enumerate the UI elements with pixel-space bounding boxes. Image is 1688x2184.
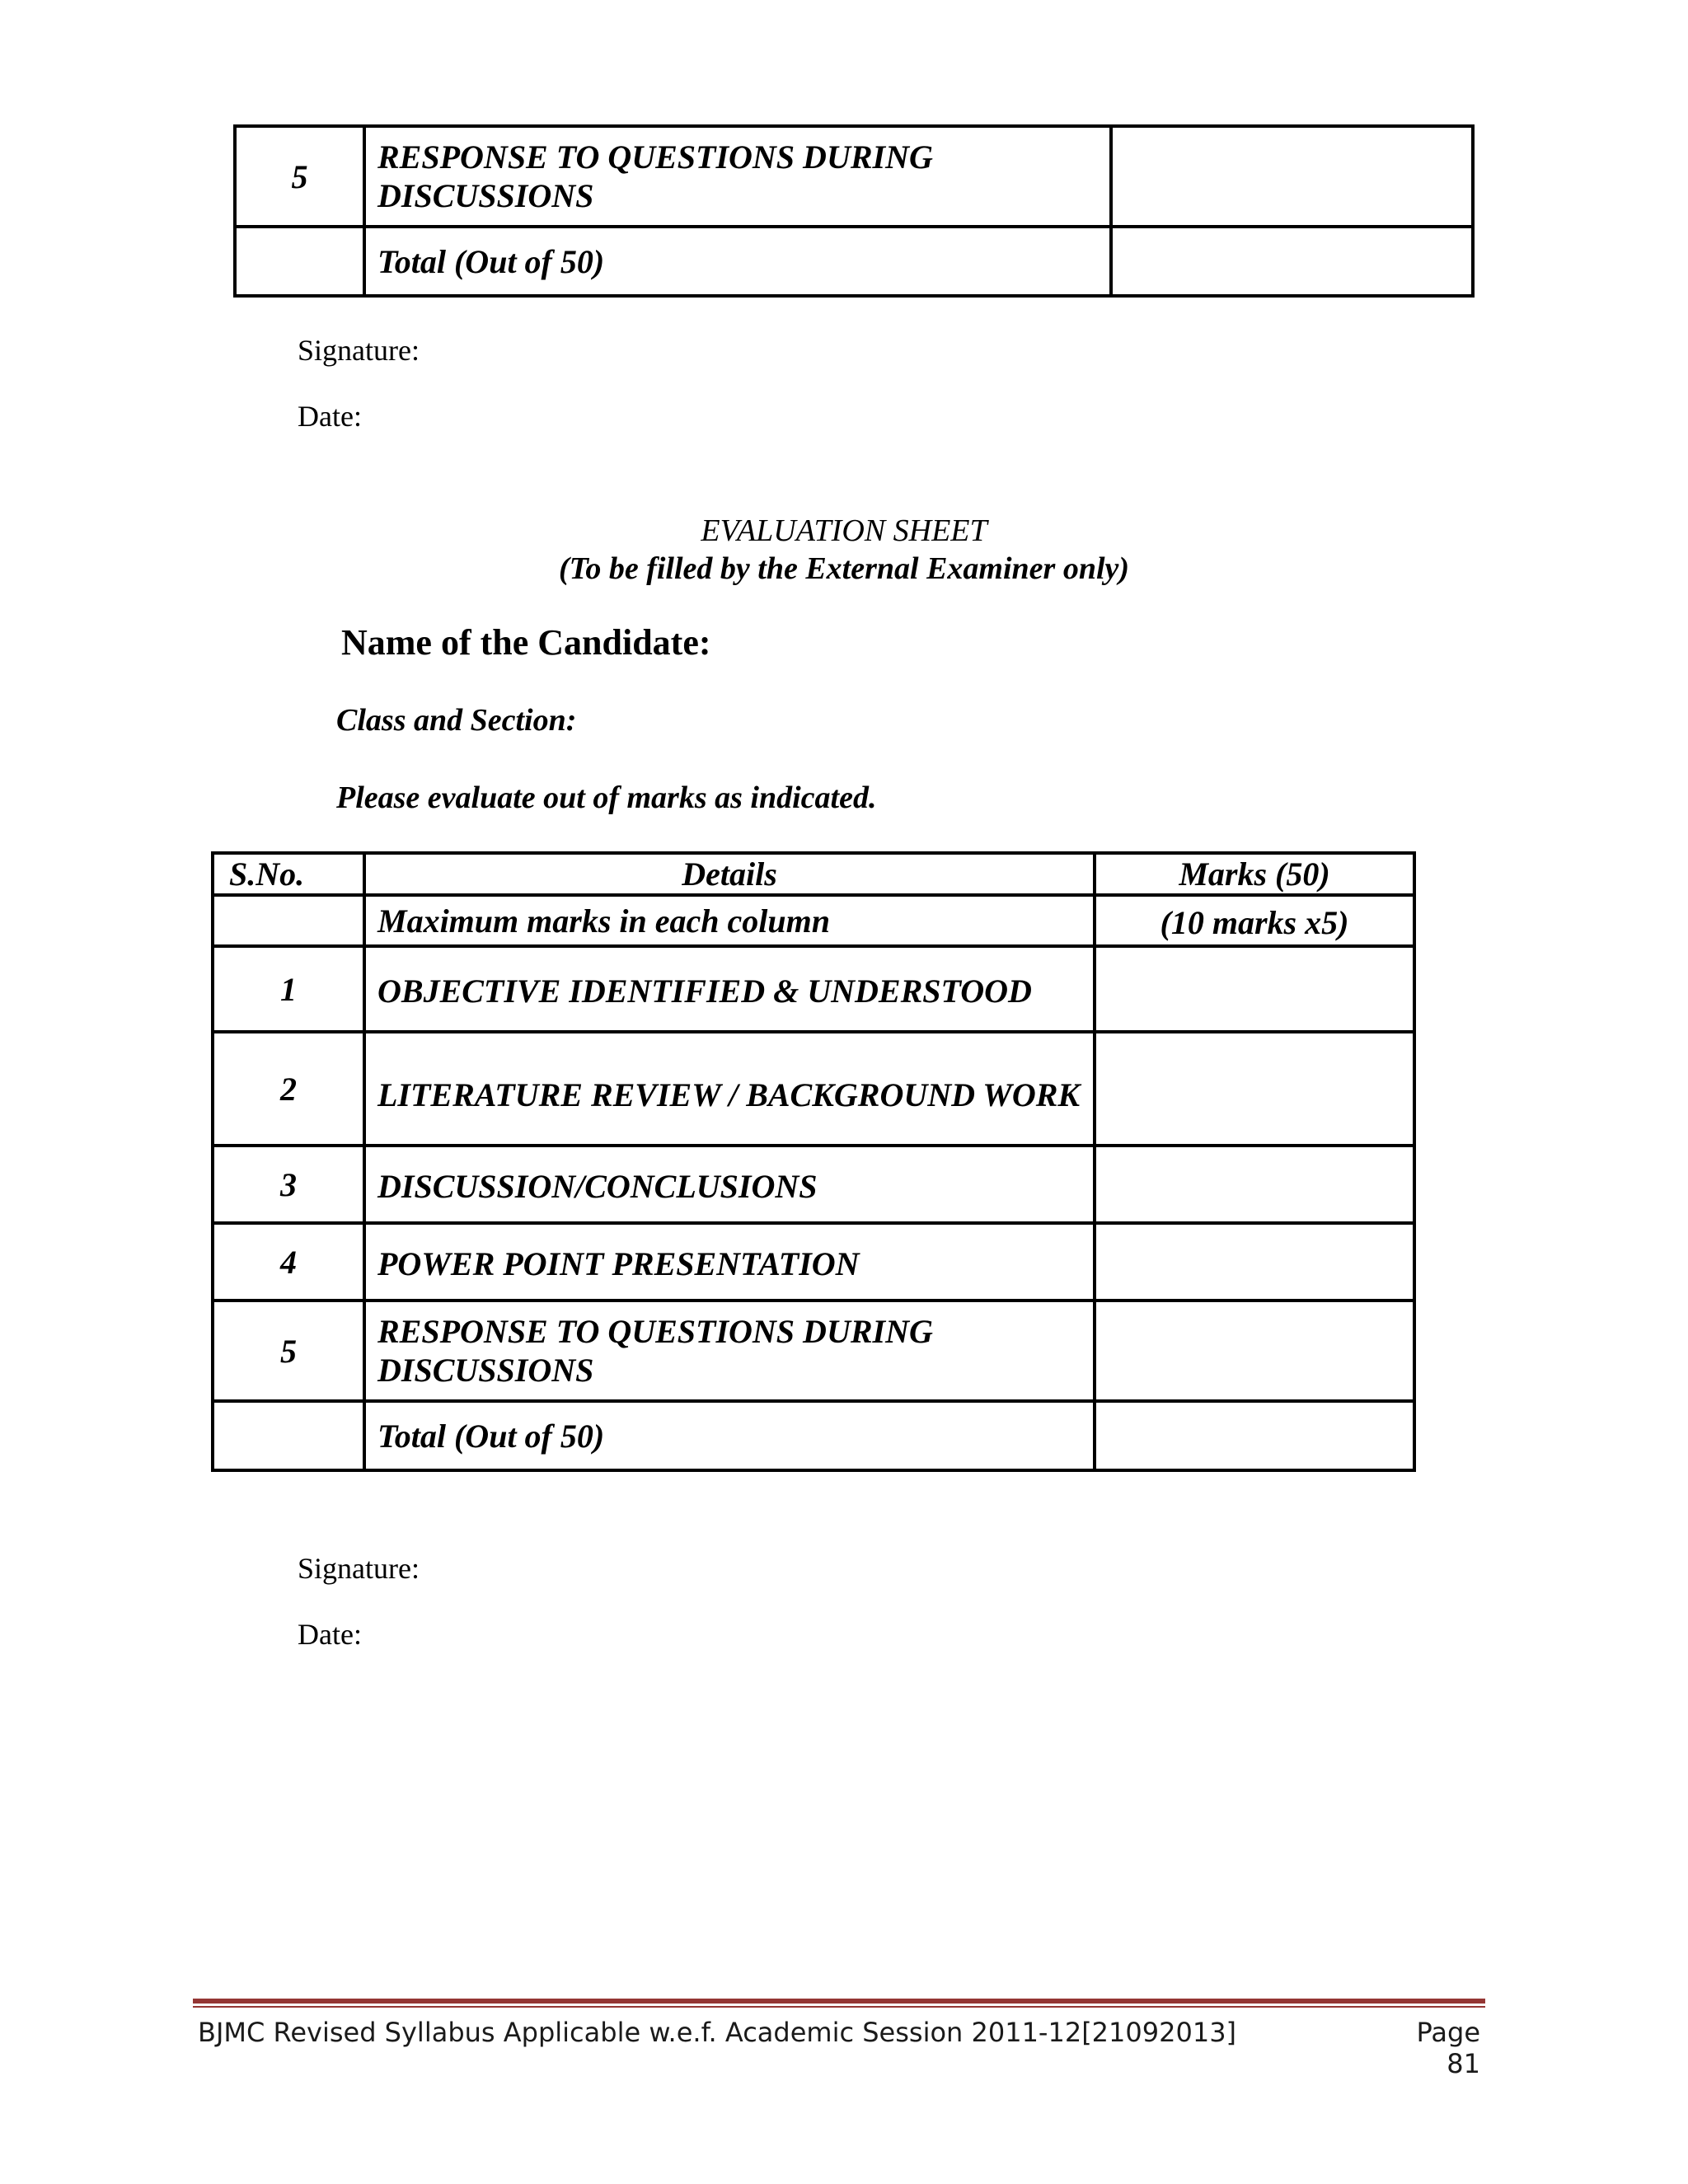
date-label: Date: bbox=[298, 400, 362, 433]
table-row bbox=[213, 946, 1414, 1032]
details-cell: OBJECTIVE IDENTIFIED & UNDERSTOOD bbox=[364, 946, 1095, 1032]
table-row bbox=[213, 1301, 1414, 1401]
footer-text: BJMC Revised Syllabus Applicable w.e.f. Academic Session 2011-12[21092013] bbox=[198, 2017, 1237, 2048]
sno-cell: 4 bbox=[213, 1223, 364, 1301]
sheet-subtitle: (To be filled by the External Examiner only) bbox=[558, 551, 1130, 586]
details-cell: Maximum marks in each column bbox=[364, 895, 1095, 946]
marks-cell[interactable] bbox=[1095, 1223, 1414, 1301]
marks-cell[interactable] bbox=[1095, 1032, 1414, 1146]
header-marks: Marks (50) bbox=[1095, 853, 1414, 895]
sheet-title: EVALUATION SHEET bbox=[701, 513, 987, 548]
instruction-text: Please evaluate out of marks as indicated. bbox=[336, 780, 877, 815]
max-marks-row bbox=[213, 895, 1414, 946]
sno-cell: 5 bbox=[235, 126, 364, 227]
details-cell: RESPONSE TO QUESTIONS DURING DISCUSSIONS bbox=[364, 1301, 1095, 1401]
total-row bbox=[213, 1401, 1414, 1470]
max-marks-cell: (10 marks x5) bbox=[1095, 895, 1414, 946]
evaluation-table bbox=[211, 851, 1416, 1472]
signature-label: Signature: bbox=[298, 1552, 420, 1585]
table-row bbox=[213, 1223, 1414, 1301]
table-row bbox=[235, 227, 1473, 296]
page-number: Page 81 bbox=[1416, 2017, 1480, 2079]
details-cell: RESPONSE TO QUESTIONS DURING DISCUSSIONS bbox=[364, 126, 1111, 227]
sno-cell bbox=[235, 227, 364, 296]
total-label-cell: Total (Out of 50) bbox=[364, 227, 1111, 296]
header-row bbox=[213, 853, 1414, 895]
continued-evaluation-table bbox=[233, 124, 1475, 298]
date-label: Date: bbox=[298, 1618, 362, 1651]
sno-cell: 3 bbox=[213, 1146, 364, 1223]
class-section-label: Class and Section: bbox=[336, 703, 577, 738]
details-cell: DISCUSSION/CONCLUSIONS bbox=[364, 1146, 1095, 1223]
table-row bbox=[235, 126, 1473, 227]
header-details: Details bbox=[364, 853, 1095, 895]
table-row bbox=[213, 1146, 1414, 1223]
sno-cell: 5 bbox=[213, 1301, 364, 1401]
candidate-name-label: Name of the Candidate: bbox=[341, 622, 711, 663]
sno-cell: 1 bbox=[213, 946, 364, 1032]
sno-cell bbox=[213, 1401, 364, 1470]
sno-cell bbox=[213, 895, 364, 946]
details-cell: POWER POINT PRESENTATION bbox=[364, 1223, 1095, 1301]
marks-cell[interactable] bbox=[1095, 946, 1414, 1032]
marks-cell[interactable] bbox=[1095, 1146, 1414, 1223]
marks-cell[interactable] bbox=[1095, 1301, 1414, 1401]
header-sno: S.No. bbox=[213, 853, 364, 895]
table-row bbox=[213, 1032, 1414, 1146]
total-marks-cell[interactable] bbox=[1111, 227, 1473, 296]
total-marks-cell[interactable] bbox=[1095, 1401, 1414, 1470]
footer-rule-thin bbox=[193, 2006, 1485, 2008]
total-label-cell: Total (Out of 50) bbox=[364, 1401, 1095, 1470]
details-cell: LITERATURE REVIEW / BACKGROUND WORK bbox=[364, 1032, 1095, 1146]
sno-cell: 2 bbox=[213, 1032, 364, 1146]
marks-cell[interactable] bbox=[1111, 126, 1473, 227]
signature-label: Signature: bbox=[298, 334, 420, 367]
